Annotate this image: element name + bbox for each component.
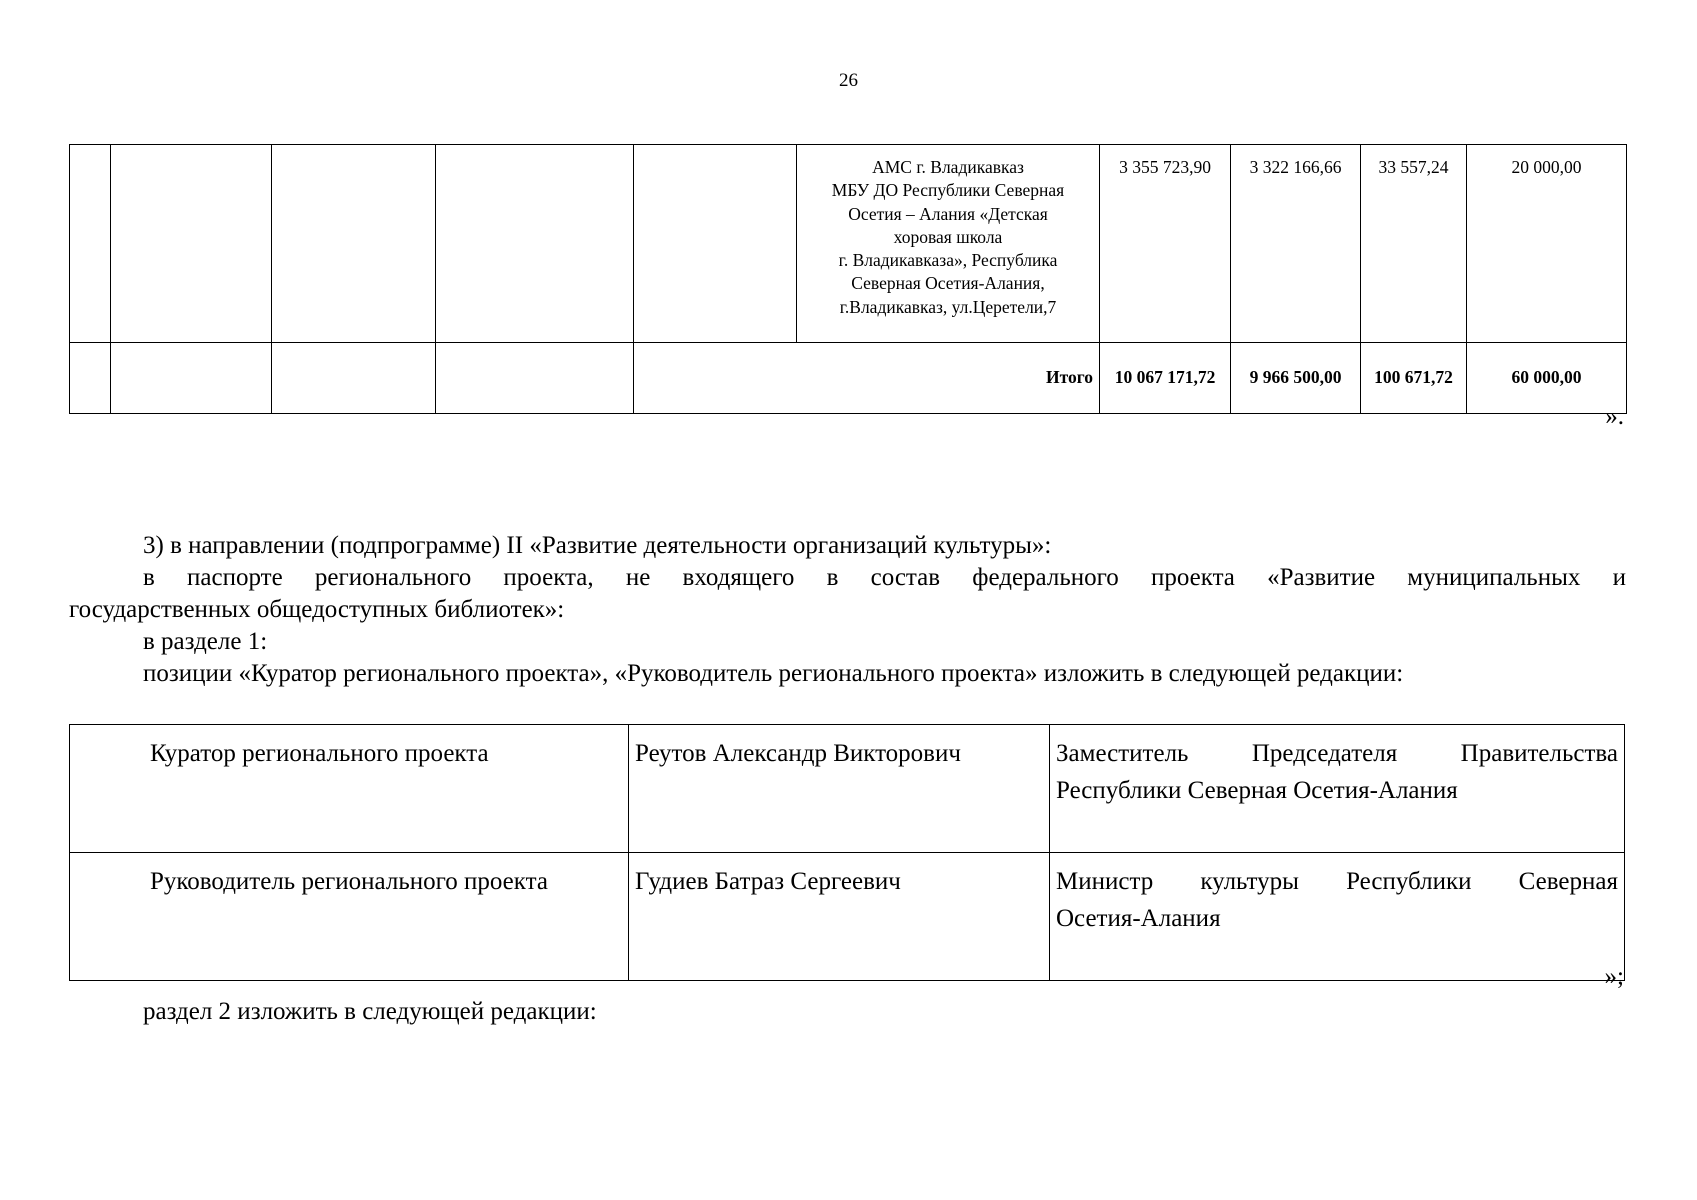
total-label: Итого	[634, 343, 1100, 414]
position-line: Министр культуры Республики Северная	[1056, 868, 1618, 895]
position-cell	[1050, 725, 1625, 853]
amount-cell: 33 557,24	[1361, 145, 1467, 343]
table-row	[70, 853, 1625, 981]
position-line: Заместитель Председателя Правительства	[1056, 740, 1618, 767]
closing-quote: ».	[1605, 403, 1624, 430]
paragraph-passport	[69, 562, 1626, 626]
table-row	[70, 145, 1627, 343]
project-roles-table	[69, 724, 1625, 981]
organization-line: хоровая школа	[893, 226, 1003, 247]
empty-cell	[272, 145, 436, 343]
funding-table	[69, 144, 1627, 414]
total-amount-cell: 9 966 500,00	[1231, 343, 1361, 414]
position-line: Республики Северная Осетия-Алания	[1056, 777, 1458, 804]
paragraph-direction: 3) в направлении (подпрограмме) II «Развитие деятельности организаций культуры»:	[143, 532, 1052, 559]
position-cell	[1050, 853, 1625, 981]
paragraph-section: в разделе 1:	[143, 628, 268, 655]
organization-line: Северная Осетия-Алания,	[851, 273, 1045, 294]
table-row	[70, 725, 1625, 853]
empty-cell	[436, 145, 634, 343]
organization-line: г.Владикавказ, ул.Церетели,7	[839, 296, 1057, 317]
paragraph-positions: позиции «Куратор регионального проекта», «Руководитель регионального проекта» изложить в следующей редакции:	[143, 660, 1404, 687]
position-line: Осетия-Алания	[1056, 905, 1221, 932]
organization-line: Осетия – Алания «Детская	[848, 203, 1048, 224]
organization-line: АМС г. Владикавказ	[872, 157, 1024, 177]
amount-cell: 20 000,00	[1467, 145, 1627, 343]
total-amount-cell: 100 671,72	[1361, 343, 1467, 414]
empty-cell	[436, 343, 634, 414]
person-name-cell: Гудиев Батраз Сергеевич	[629, 853, 1050, 981]
person-name-cell: Реутов Александр Викторович	[629, 725, 1050, 853]
amount-cell: 3 355 723,90	[1100, 145, 1231, 343]
page-number: 26	[839, 70, 858, 91]
role-cell: Куратор регионального проекта	[70, 725, 629, 853]
amount-cell: 3 322 166,66	[1231, 145, 1361, 343]
closing-quote: »;	[1604, 963, 1624, 990]
paragraph-line: государственных общедоступных библиотек»:	[69, 596, 565, 623]
total-amount-cell: 10 067 171,72	[1100, 343, 1231, 414]
empty-cell	[634, 145, 797, 343]
organization-line: МБУ ДО Республики Северная	[831, 180, 1065, 201]
empty-cell	[111, 145, 272, 343]
role-cell: Руководитель регионального проекта	[70, 853, 629, 981]
empty-cell	[70, 145, 111, 343]
empty-cell	[111, 343, 272, 414]
organization-line: г. Владикавказа», Республика	[838, 250, 1058, 271]
empty-cell	[272, 343, 436, 414]
empty-cell	[70, 343, 111, 414]
total-amount-cell: 60 000,00	[1467, 343, 1627, 414]
organization-cell	[797, 145, 1100, 343]
paragraph-line: в паспорте регионального проекта, не входящего в состав федерального проекта «Развитие муниципальных и	[143, 564, 1626, 591]
total-row	[70, 343, 1627, 414]
paragraph-section-2: раздел 2 изложить в следующей редакции:	[143, 998, 597, 1025]
